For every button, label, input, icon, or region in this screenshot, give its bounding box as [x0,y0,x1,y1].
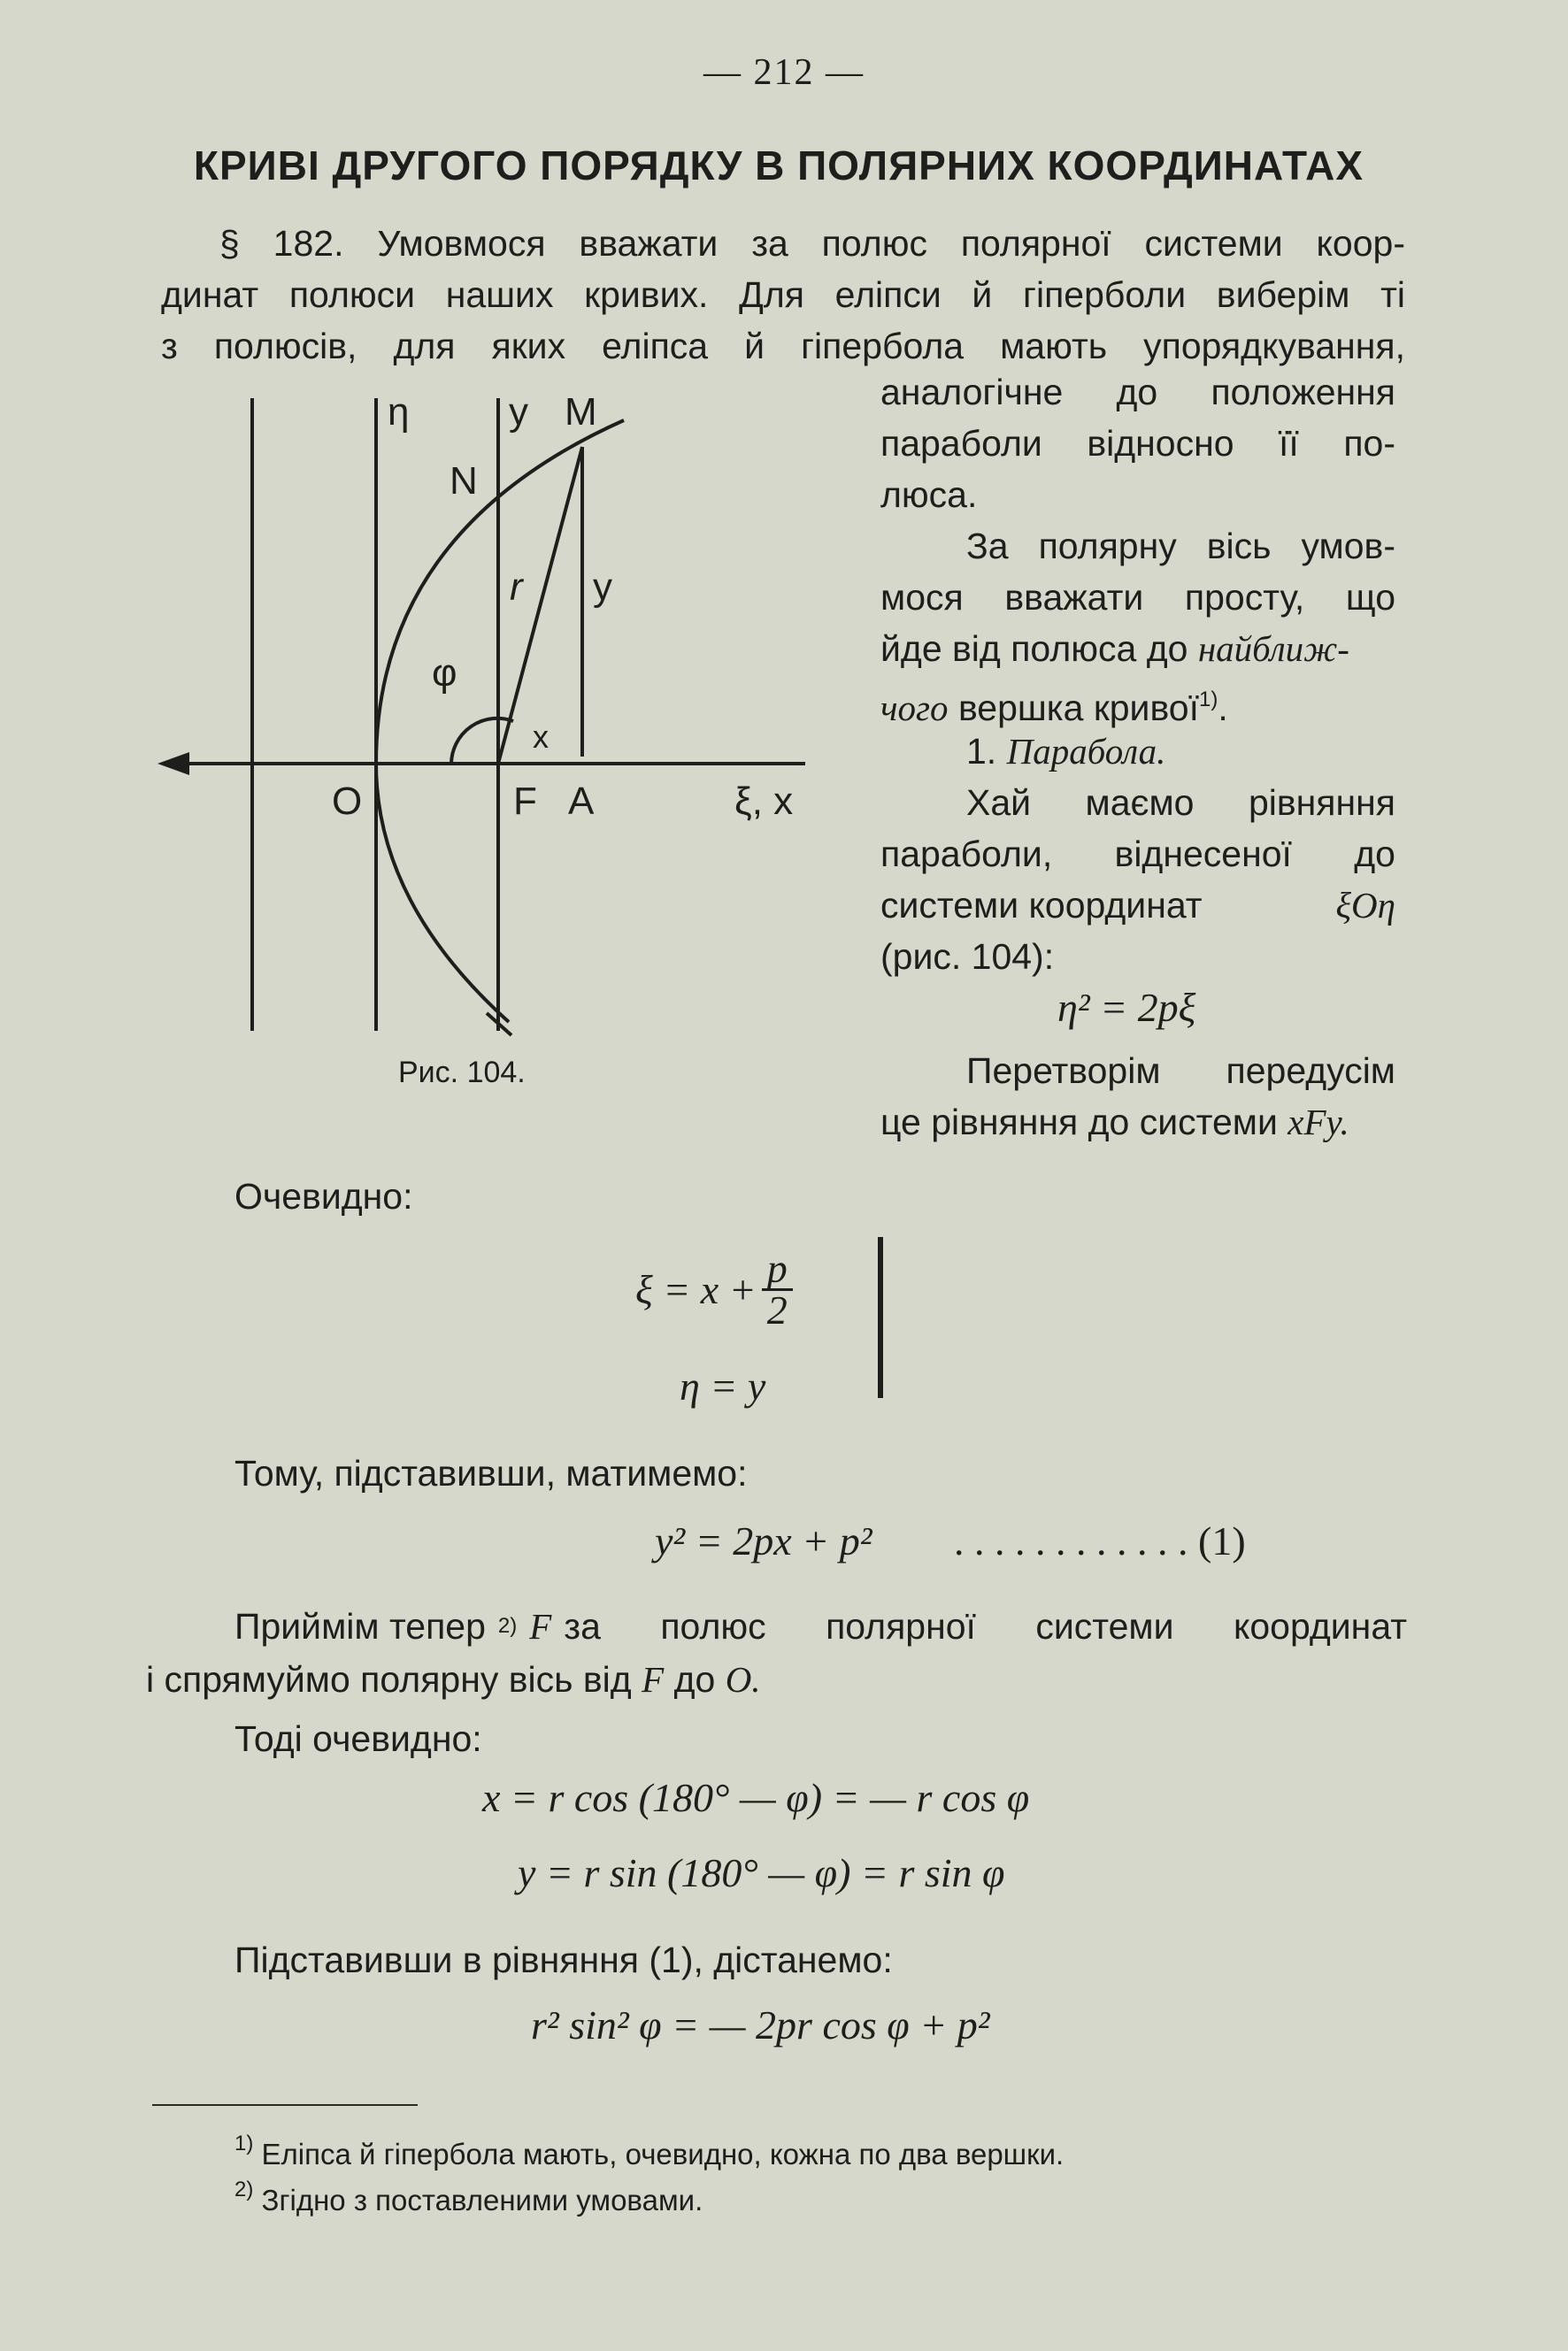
parabola-title: Парабола. [1006,731,1166,772]
fraction-p-over-2: $\frac{p}{2}$ [762,1249,793,1330]
right-line-5: мося вважати просту, що [880,577,1395,618]
emphasis-nearest-end: чого [880,688,949,728]
system-brace [878,1237,883,1398]
section-heading: КРИВІ ДРУГОГО ПОРЯДКУ В ПОЛЯРНИХ КООРДИНАТАХ [193,142,1364,188]
system-eq-1: ξ = x + $\frac{p}{2}$ [635,1249,793,1330]
intro-line-2: динат полюси наших кривих. Для еліпси й гіперболи виберім ті [161,274,1405,315]
fig-label-eta: η [388,390,410,434]
fig-label-r: r [510,565,523,609]
fig-label-y-axis: y [509,390,528,434]
intro-line-3: з полюсів, для яких еліпса й гіпербола мають упорядкування, [161,326,1405,366]
text-then-obviously: Тоді очевидно: [234,1718,482,1759]
fig-label-o: O [332,780,363,823]
right-line-15: це рівняння до системи xFy. [880,1102,1349,1142]
equation-1-number: . . . . . . . . . . . . (1) [954,1518,1246,1563]
fig-label-n: N [450,459,478,503]
equation-1: y² = 2px + p² [655,1518,872,1563]
system-eq-2: η = y [680,1364,766,1409]
right-line-6-text: йде від полюса до [880,628,1188,669]
system-label: ξOη [1335,885,1395,926]
fig-label-f: F [513,780,537,823]
right-line-10: параболи, віднесеної до [880,834,1395,874]
axis-arrow-icon [158,752,189,775]
fig-label-y-segment: y [593,565,612,609]
right-line-4: За полярну вісь умов- [966,526,1395,566]
fig-label-m: M [565,390,597,434]
text-direct-axis: і спрямуймо полярну вісь від F до O. [146,1659,761,1700]
footnote-rule [152,2104,418,2106]
text-therefore: Тому, підставивши, матимемо: [234,1453,748,1494]
fig-label-phi: φ [432,651,457,695]
equation-final: r² sin² φ = — 2pr cos φ + p² [531,2002,990,2048]
fig-label-x-segment: x [533,718,549,755]
system-xfy: xFy. [1287,1102,1349,1142]
right-line-3: люса. [880,474,978,515]
right-line-6 [880,622,1349,675]
footnote-2: $^{2)}$ Згідно з поставленими умовами. [234,2178,703,2217]
right-line-12: (рис. 104): [880,936,1055,977]
text-substituting: Підставивши в рівняння (1), дістанемо: [234,1940,893,1980]
equation-x-polar: x = r cos (180° — φ) = — r cos φ [482,1775,1030,1820]
footnote-ref-1: 1) [1198,688,1218,711]
right-line-14: Перетворім передусім [966,1050,1395,1091]
right-line-7: чого вершка кривої$^{1)}$. [880,688,1228,728]
footnote-ref-2: 2) [497,1614,518,1638]
figure-caption: Рис. 104. [398,1056,526,1089]
fig-label-a: A [568,780,595,823]
right-line-1: аналогічне до положення [880,372,1395,412]
equation-y-polar: y = r sin (180° — φ) = r sin φ [518,1850,1005,1895]
right-line-7-text: вершка кривої [957,688,1199,728]
parabola-equation: η² = 2pξ [1057,985,1196,1030]
figure-104 [150,380,841,1044]
emphasis-nearest: найближ- [1197,628,1349,669]
text-obviously: Очевидно: [234,1176,413,1217]
footnote-1: $^{1)}$ Еліпса й гіпербола мають, очевидно, кожна по два вершки. [234,2132,1065,2170]
right-line-11: системи координат ξOη [880,879,1395,932]
fig-label-xi-x: ξ, x [734,780,794,823]
right-line-9: Хай маємо рівняння [966,782,1395,823]
text-take-now: Приймім тепер 2) F за полюс полярної системи координат [234,1600,1407,1653]
right-line-2: параболи відносно її по- [880,423,1395,464]
parabola-subheading: 1. Парабола. [966,731,1166,772]
page-number: — 212 — [703,52,865,93]
intro-line-1: § 182. Умовмося вважати за полюс полярної системи коор- [219,223,1405,264]
